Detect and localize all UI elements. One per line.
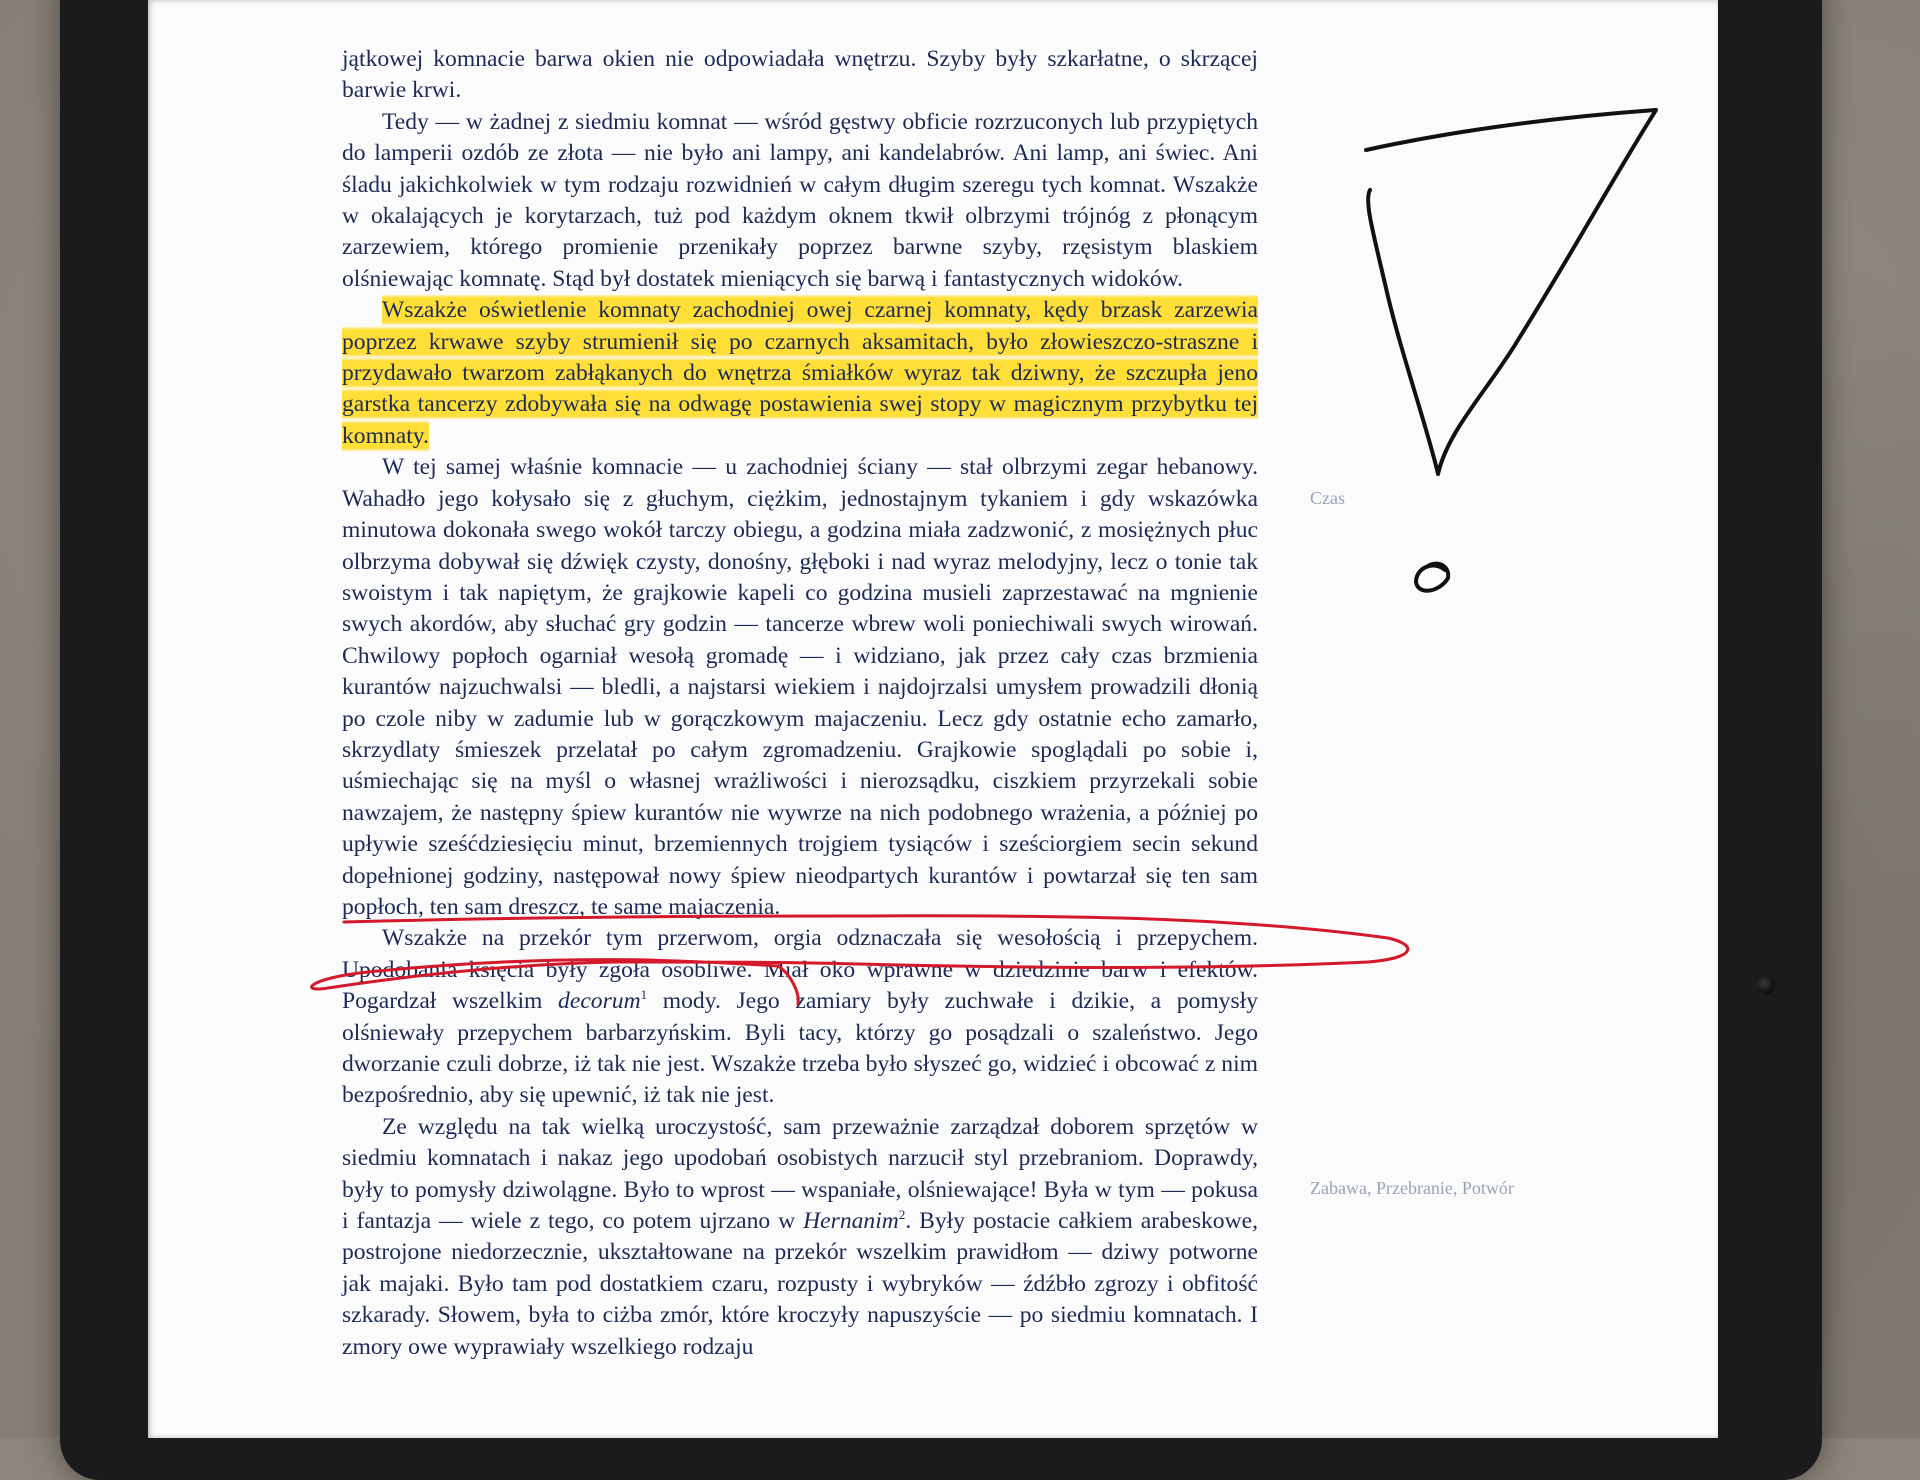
- page-text-column: [342, 44, 1258, 1363]
- paragraph-6: [342, 1112, 1258, 1363]
- paragraph-1: jątkowej komnacie barwa okien nie odpowiadała wnętrzu. Szyby były szkarłatne, o skrzącej barwie krwi.: [342, 46, 1258, 104]
- paragraph-3-highlighted[interactable]: [342, 295, 1258, 452]
- camera-icon: [1757, 976, 1775, 994]
- margin-note-czas[interactable]: Czas: [1310, 488, 1345, 508]
- footnote-ref-2[interactable]: 2: [898, 1207, 906, 1223]
- exclamation-mark-drawing[interactable]: [1366, 110, 1656, 474]
- paragraph-5-text-b: mody. Jego zamiary były zuchwałe i dzikie, a pomysły olśniewały przepychem barbarzyńskim. Byli tacy, którzy go posądzali o szaleństwo. Jego dworzanie czuli dobrze, iż tak nie jest. Wszakże trzeba było słyszeć go, widzieć i obcować z nim bezpośrednio, aby się upewnić, iż tak nie jest.: [342, 988, 1258, 1109]
- margin-note-zabawa[interactable]: Zabawa, Przebranie, Potwór: [1310, 1178, 1514, 1198]
- ebook-page[interactable]: [148, 0, 1718, 1438]
- hernani-italic: Hernanim: [803, 1208, 899, 1235]
- paragraph-2: Tedy — w żadnej z siedmiu komnat — wśród gęstwy obficie rozrzuconych lub przypiętych do lamperii ozdób ze złota — nie było ani lampy, ani kandelabrów. Ani lamp, ani świec. Ani śladu jakichkolwiek w tym rodzaju rozwidnień w całym długim szeregu tych komnat. Wszakże w okalających je korytarzach, tuż pod każdym oknem tkwił olbrzymi trójnóg z płonącym zarzewiem, którego promienie przenikały poprzez barwne szyby, rzęsistym blaskiem olśniewając komnatę. Stąd był dostatek mieniących się barwą i fantastycznych widoków.: [342, 108, 1258, 292]
- paragraph-4: W tej samej właśnie komnacie — u zachodniej ściany — stał olbrzymi zegar hebanowy. Wahadło jego kołysało się z głuchym, ciężkim, jednostajnym tykaniem i gdy wskazówka minutowa dokonała swego wokół tarczy obiegu, a godzina miała zadzwonić, z mosiężnych płuc olbrzyma dobywał się dźwięk czysty, donośny, głęboki i nad wyraz melodyjny, lecz o tonie tak swoistym i tak napiętym, że grajkowie kapeli co godzina musieli zaprzestawać na mgnienie swych akordów, aby słuchać gry godzin — tancerze wbrew woli poniechiwali swych wirowań. Chwilowy popłoch ogarniał wesołą gromadę — i widziano, jak przez cały czas brzmienia kurantów najzuchwalsi — bledli, a najstarsi wiekiem i najdojrzalsi umysłem prowadzili dłonią po czole niby w zadumie lub w gorączkowym majaczeniu. Lecz gdy ostatnie echo zamarło, skrzydlaty śmieszek przelatał po całym zgromadzeniu. Grajkowie spoglądali po sobie i, uśmiechając się na myśl o własnej wrażliwości i nierozsądku, ciszkiem przyrzekali sobie nawzajem, że następny śpiew kurantów nie wywrze na nich podobnego wrażenia, a później po upływie sześćdziesięciu minut, brzemiennych trojgiem tysiąców i sześciorgiem secin sekund dopełnionej godziny, następował nowy śpiew nieodpartych kurantów i powtarzał się ten sam popłoch, ten sam dreszcz, te same majaczenia.: [342, 454, 1258, 920]
- decorum-italic: decorum: [558, 988, 641, 1015]
- yellow-highlight[interactable]: Wszakże oświetlenie komnaty zachodniej owej czarnej komnaty, kędy brzask zarzewia poprzez krwawe szyby strumienił się po czarnych aksamitach, było złowieszczo-straszne i przydawało twarzom zabłąkanych do wnętrza śmiałków wyraz tak dziwny, że szczupła jeno garstka tancerzy zdobywała się na odwagę postawienia swej stopy w magicznym przybytku tej komnaty.: [342, 294, 1258, 452]
- footnote-ref-1[interactable]: 1: [640, 987, 648, 1003]
- paragraph-5-text-a: Wszakże na przekór tym przerwom, orgia odznaczała się wesołością i przepychem. Upodobania księcia były zgoła osobliwe. Miał oko wprawne w dziedzinie barw i efektów. Pogardzał wszelkim: [342, 925, 1258, 1015]
- paragraph-6-text-b: . Były postacie całkiem arabeskowe, postrojone niedorzecznie, ukształtowane na przekór wszelkim prawidłom — dziwy potworne jak majaki. Było tam pod dostatkiem czaru, rozpusty i wybryków — źdźbło zgrozy i obfitość szkarady. Słowem, była to ciżba zmór, które kroczyły napuszyście — po siedmiu komnatach. I zmory owe wyprawiały wszelkiego rodzaju: [342, 1208, 1259, 1360]
- exclamation-dot[interactable]: [1416, 564, 1448, 591]
- paragraph-5: [342, 923, 1258, 1111]
- paragraph-6-text-a: Ze względu na tak wielką uroczystość, sam przeważnie zarządzał doborem sprzętów w siedmiu komnatach i nakaz jego upodobań osobistych narzucił styl przebraniom. Doprawdy, były to pomysły dziwolągne. Było to wprost — wspaniałe, olśniewające! Była w tym — pokusa i fantazja — wiele z tego, co potem ujrzano w: [342, 1113, 1258, 1235]
